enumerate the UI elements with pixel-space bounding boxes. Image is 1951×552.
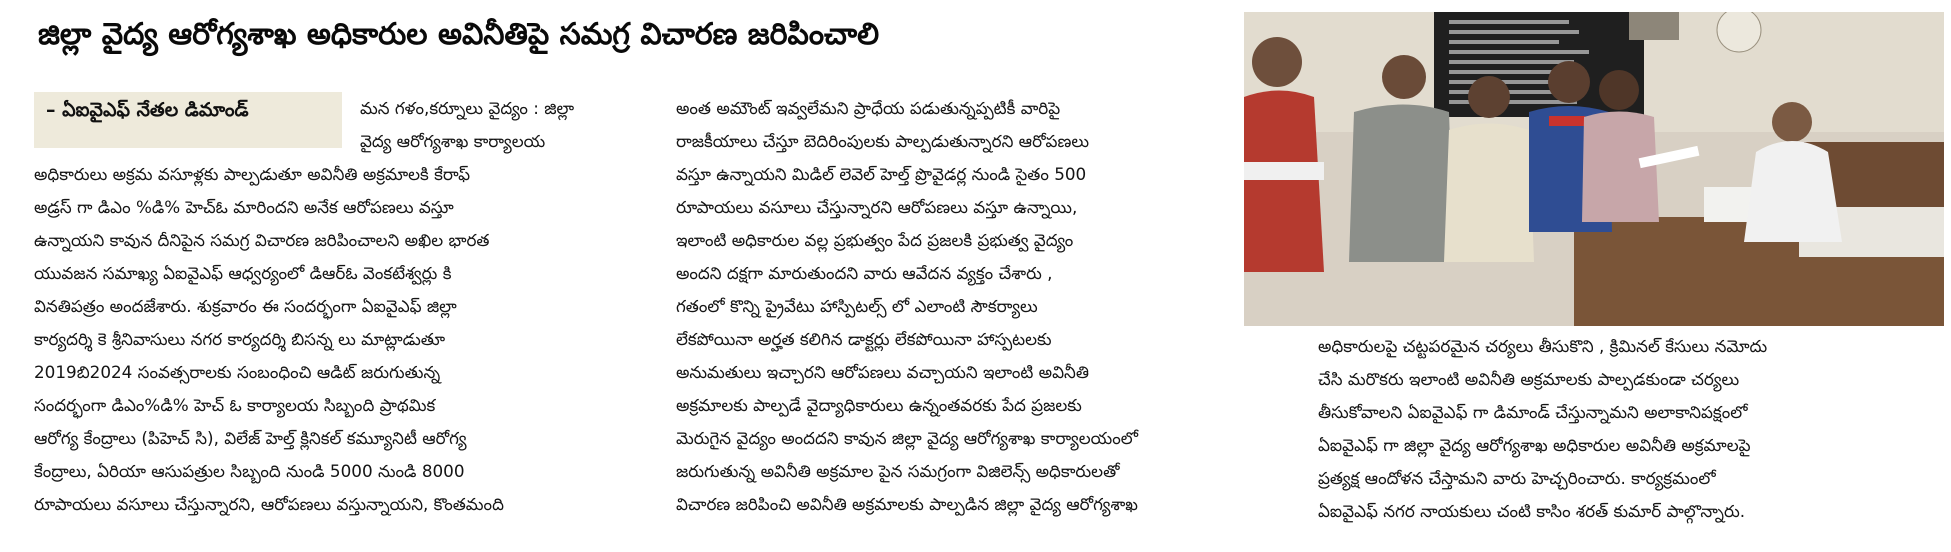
text-line: ఏఐవైఎఫ్ గా జిల్లా వైద్య ఆరోగ్యశాఖ అధికారుల అవినీతి అక్రమాలపై [1318, 435, 1751, 455]
text-line: ఉన్నాయని కావున దీనిపైన సమగ్ర విచారణ జరిపించాలని అఖిల భారత [34, 230, 490, 250]
text-line: రూపాయలు వసూలు చేస్తున్నారని ఆరోపణలు వస్తూ ఉన్నాయి, [676, 197, 1078, 217]
text-line: రాజకీయాలు చేస్తూ బెదిరింపులకు పాల్పడుతున్నారని ఆరోపణలు [676, 131, 1090, 151]
text-line: సందర్భంగా డిఎం%డి% హెచ్ ఓ కార్యాలయ సిబ్బంది ప్రాథమిక [34, 395, 436, 415]
demand-box: – ఏఐవైఎఫ్ నేతల డిమాండ్ [34, 92, 342, 148]
text-line: మన గళం,కర్నూలు వైద్యం : జిల్లా [360, 98, 575, 118]
text-line: వస్తూ ఉన్నాయని మిడిల్ లెవెల్ హెల్త్ ప్రొవైడర్ల నుండి సైతం 500 [676, 164, 1087, 184]
text-line: చేసి మరొకరు ఇలాంటి అవినీతి అక్రమాలకు పాల్పడకుండా చర్యలు [1318, 369, 1740, 389]
text-line: లేకపోయినా అర్హత కలిగిన డాక్టర్లు లేకపోయినా హాస్పటలకు [676, 329, 1052, 349]
column-2 [676, 92, 1258, 534]
text-line: వైద్య ఆరోగ్యశాఖ కార్యాలయ [360, 131, 546, 151]
text-line: అధికారులు అక్రమ వసూళ్లకు పాల్పడుతూ అవినీతి అక్రమాలకి కేరాఫ్ [34, 164, 471, 184]
text-line: జరుగుతున్న అవినీతి అక్రమాల పైన సమగ్రంగా విజిలెన్స్ అధికారులతో [676, 461, 1120, 481]
text-line: అడ్రస్ గా డిఎం %డి% హెచ్ఓ మారిందని అనేక ఆరోపణలు వస్తూ [34, 197, 454, 217]
group-photo [1244, 12, 1944, 326]
text-line: కార్యదర్శి కె శ్రీనివాసులు నగర కార్యదర్శి బిసన్న లు మాట్లాడుతూ [34, 329, 446, 349]
text-line: ప్రత్యక్ష ఆందోళన చేస్తామని వారు హెచ్చరించారు. కార్యక్రమంలో [1318, 468, 1716, 488]
text-line: ఏఐవైఎఫ్ నగర నాయకులు చంటి కాసిం శరత్ కుమార్ పాల్గొన్నారు. [1318, 501, 1746, 521]
text-line: అంత అమౌంట్ ఇవ్వలేమని ప్రాధేయ పడుతున్నప్పటికీ వారిపై [676, 98, 1061, 118]
column-3 [1318, 330, 1948, 540]
text-line: అక్రమాలకు పాల్పడే వైద్యాధికారులు ఉన్నంతవరకు పేద ప్రజలకు [676, 395, 1082, 415]
group-photo-icon [1244, 12, 1944, 326]
column-1-top [360, 92, 660, 158]
column-1 [34, 158, 660, 534]
text-line: తీసుకోవాలని ఏఐవైఎఫ్ గా డిమాండ్ చేస్తున్నామని అలాకానిపక్షంలో [1318, 402, 1748, 422]
text-line: రూపాయలు వసూలు చేస్తున్నారని, ఆరోపణలు వస్తున్నాయని, కొంతమంది [34, 494, 504, 514]
text-line: వినతిపత్రం అందజేశారు. శుక్రవారం ఈ సందర్భంగా ఏఐవైఎఫ్ జిల్లా [34, 296, 457, 316]
text-line: గతంలో కొన్ని ప్రైవేటు హాస్పిటల్స్ లో ఎలాంటి సౌకర్యాలు [676, 296, 1038, 316]
text-line: కేంద్రాలు, ఏరియా ఆసుపత్రుల సిబ్బంది నుండి 5000 నుండి 8000 [34, 461, 465, 481]
text-line: విచారణ జరిపించి అవినీతి అక్రమాలకు పాల్పడిన జిల్లా వైద్య ఆరోగ్యశాఖ [676, 494, 1138, 514]
text-line: ఇలాంటి అధికారుల వల్ల ప్రభుత్వం పేద ప్రజలకి ప్రభుత్వ వైద్యం [676, 230, 1074, 250]
text-line: యువజన సమాఖ్య ఏఐవైఎఫ్ ఆధ్వర్యంలో డిఆర్ఓ వెంకటేశ్వర్లు కి [34, 263, 452, 283]
text-line: మెరుగైన వైద్యం అందదని కావున జిల్లా వైద్య ఆరోగ్యశాఖ కార్యాలయంలో [676, 428, 1138, 448]
text-line: ఆరోగ్య కేంద్రాలు (పిహెచ్ సి), విలేజ్ హెల్త్ క్లినికల్ కమ్యూనిటీ ఆరోగ్య [34, 428, 467, 448]
text-line: అందని దక్షగా మారుతుందని వారు ఆవేదన వ్యక్తం చేశారు , [676, 263, 1053, 283]
headline: జిల్లా వైద్య ఆరోగ్యశాఖ అధికారుల అవినీతిపై సమగ్ర విచారణ జరిపించాలి [38, 17, 880, 52]
text-line: అధికారులపై చట్టపరమైన చర్యలు తీసుకొని , క్రిమినల్ కేసులు నమోదు [1318, 336, 1768, 356]
text-line: 2019బి2024 సంవత్సరాలకు సంబంధించి ఆడిట్ జరుగుతున్న [34, 362, 441, 382]
text-line: అనుమతులు ఇచ్చారని ఆరోపణలు వచ్చాయని ఇలాంటి అవినీతి [676, 362, 1089, 382]
